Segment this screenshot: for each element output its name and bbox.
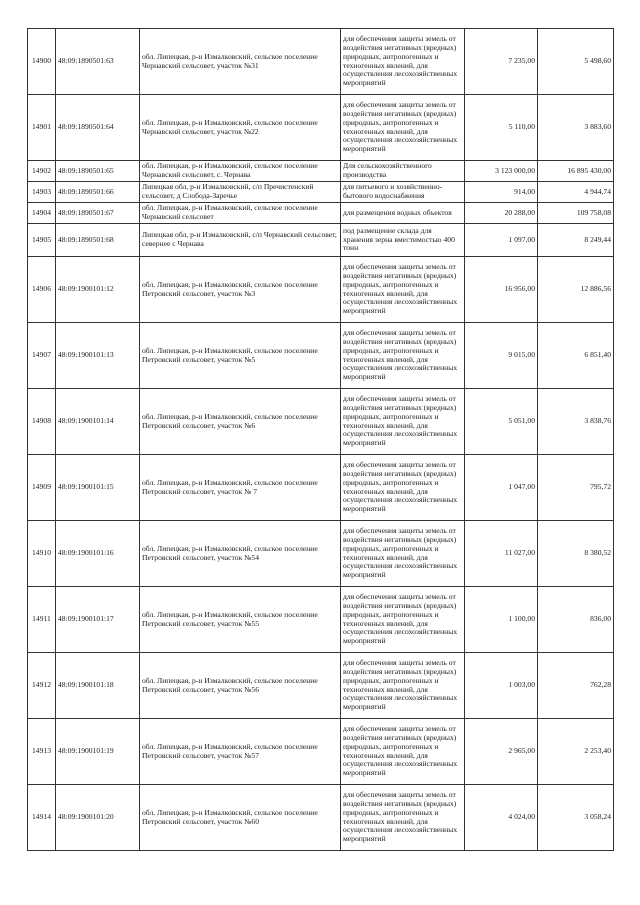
cadastral-number: 48:09:1900101:18	[56, 653, 140, 719]
row-number: 14910	[28, 521, 56, 587]
permitted-use: для обеспечения защиты земель от воздействия негативных (вредных) природных, антропогенных и техногенных явлений, для осуществления лесохозяйственных мероприятий	[341, 785, 465, 851]
row-number: 14904	[28, 203, 56, 224]
cadastral-number: 48:09:1900101:19	[56, 719, 140, 785]
cadastral-number: 48:09:1900101:17	[56, 587, 140, 653]
cadastral-value: 3 883,60	[538, 95, 614, 161]
plot-area: 9 015,00	[465, 323, 538, 389]
cadastral-value: 16 895 430,00	[538, 161, 614, 182]
cadastral-number: 48:09:1900101:13	[56, 323, 140, 389]
row-number: 14909	[28, 455, 56, 521]
cadastral-number: 48:09:1900101:12	[56, 257, 140, 323]
plot-address: обл. Липецкая, р-н Измалковский, сельское поселение Петровский сельсовет, участок №55	[140, 587, 341, 653]
cadastral-value: 8 249,44	[538, 224, 614, 257]
plot-area: 16 956,00	[465, 257, 538, 323]
table-row	[28, 203, 614, 224]
permitted-use: для обеспечения защиты земель от воздействия негативных (вредных) природных, антропогенных и техногенных явлений, для осуществления лесохозяйственных мероприятий	[341, 653, 465, 719]
cadastral-number: 48:09:1890501:66	[56, 182, 140, 203]
cadastral-number: 48:09:1890501:68	[56, 224, 140, 257]
plot-area: 914,00	[465, 182, 538, 203]
plot-address: Липецкая обл, р-н Измалковский, с/п Чернавский сельсовет, севернее с Чернава	[140, 224, 341, 257]
plot-address: обл. Липецкая, р-н Измалковский, сельское поселение Чернавский сельсовет, участок №22	[140, 95, 341, 161]
cadastral-number: 48:09:1900101:15	[56, 455, 140, 521]
plot-address: обл. Липецкая, р-н Измалковский, сельское поселение Петровский сельсовет, участок №60	[140, 785, 341, 851]
table-row	[28, 719, 614, 785]
permitted-use: для обеспечения защиты земель от воздействия негативных (вредных) природных, антропогенных и техногенных явлений, для осуществления лесохозяйственных мероприятий	[341, 323, 465, 389]
plot-area: 7 235,00	[465, 29, 538, 95]
plot-area: 1 097,00	[465, 224, 538, 257]
permitted-use: для обеспечения защиты земель от воздействия негативных (вредных) природных, антропогенных и техногенных явлений, для осуществления лесохозяйственных мероприятий	[341, 587, 465, 653]
permitted-use: для обеспечения защиты земель от воздействия негативных (вредных) природных, антропогенных и техногенных явлений, для осуществления лесохозяйственных мероприятий	[341, 257, 465, 323]
cadastral-value: 836,00	[538, 587, 614, 653]
plot-address: обл. Липецкая, р-н Измалковский, сельское поселение Петровский сельсовет, участок №6	[140, 389, 341, 455]
table-row	[28, 521, 614, 587]
table-row	[28, 323, 614, 389]
table-row	[28, 161, 614, 182]
cadastral-number: 48:09:1890501:63	[56, 29, 140, 95]
cadastral-value: 2 253,40	[538, 719, 614, 785]
permitted-use: для питьевого и хозяйственно-бытового водоснабжения	[341, 182, 465, 203]
plot-address: обл. Липецкая, р-н Измалковский, сельское поселение Петровский сельсовет, участок №3	[140, 257, 341, 323]
cadastral-number: 48:09:1900101:16	[56, 521, 140, 587]
table-row	[28, 389, 614, 455]
row-number: 14914	[28, 785, 56, 851]
cadastral-value: 8 380,52	[538, 521, 614, 587]
cadastral-value: 795,72	[538, 455, 614, 521]
cadastral-number: 48:09:1890501:67	[56, 203, 140, 224]
row-number: 14902	[28, 161, 56, 182]
cadastral-value: 3 838,76	[538, 389, 614, 455]
plot-address: обл. Липецкая, р-н Измалковский, сельское поселение Чернавский сельсовет	[140, 203, 341, 224]
table-row	[28, 653, 614, 719]
plot-area: 1 100,00	[465, 587, 538, 653]
plot-address: обл. Липецкая, р-н Измалковский, сельское поселение Петровский сельсовет, участок №57	[140, 719, 341, 785]
table-row	[28, 257, 614, 323]
plot-address: обл. Липецкая, р-н Измалковский, сельское поселение Петровский сельсовет, участок №5	[140, 323, 341, 389]
cadastral-value: 762,28	[538, 653, 614, 719]
plot-address: обл. Липецкая, р-н Измалковский, сельское поселение Чернавский сельсовет, участок №31	[140, 29, 341, 95]
table-row	[28, 455, 614, 521]
plot-address: Липецкая обл, р-н Измалковский, с/п Пречистенский сельсовет, д Слобода-Заречье	[140, 182, 341, 203]
row-number: 14903	[28, 182, 56, 203]
table-row	[28, 29, 614, 95]
row-number: 14907	[28, 323, 56, 389]
table-row	[28, 587, 614, 653]
row-number: 14911	[28, 587, 56, 653]
table-row	[28, 95, 614, 161]
cadastral-number: 48:09:1900101:20	[56, 785, 140, 851]
plot-area: 4 024,00	[465, 785, 538, 851]
row-number: 14901	[28, 95, 56, 161]
row-number: 14908	[28, 389, 56, 455]
cadastral-value: 5 498,60	[538, 29, 614, 95]
plot-area: 1 003,00	[465, 653, 538, 719]
plot-address: обл. Липецкая, р-н Измалковский, сельское поселение Петровский сельсовет, участок №56	[140, 653, 341, 719]
cadastral-number: 48:09:1890501:65	[56, 161, 140, 182]
permitted-use: для обеспечения защиты земель от воздействия негативных (вредных) природных, антропогенных и техногенных явлений, для осуществления лесохозяйственных мероприятий	[341, 95, 465, 161]
plot-area: 11 027,00	[465, 521, 538, 587]
land-plots-table	[27, 28, 614, 851]
cadastral-value: 4 944,74	[538, 182, 614, 203]
permitted-use: для обеспечения защиты земель от воздействия негативных (вредных) природных, антропогенных и техногенных явлений, для осуществления лесохозяйственных мероприятий	[341, 521, 465, 587]
permitted-use: для размещения водных объектов	[341, 203, 465, 224]
plot-area: 1 047,00	[465, 455, 538, 521]
table-row	[28, 224, 614, 257]
row-number: 14900	[28, 29, 56, 95]
plot-area: 3 123 000,00	[465, 161, 538, 182]
cadastral-value: 109 758,08	[538, 203, 614, 224]
cadastral-value: 12 886,56	[538, 257, 614, 323]
plot-address: обл. Липецкая, р-н Измалковский, сельское поселение Чернавский сельсовет, с. Чернава	[140, 161, 341, 182]
permitted-use: для обеспечения защиты земель от воздействия негативных (вредных) природных, антропогенных и техногенных явлений, для осуществления лесохозяйственных мероприятий	[341, 29, 465, 95]
plot-area: 20 288,00	[465, 203, 538, 224]
permitted-use: Для сельскохозяйственного производства	[341, 161, 465, 182]
cadastral-value: 3 058,24	[538, 785, 614, 851]
table-row	[28, 182, 614, 203]
plot-area: 5 110,00	[465, 95, 538, 161]
cadastral-number: 48:09:1900101:14	[56, 389, 140, 455]
table-row	[28, 785, 614, 851]
plot-address: обл. Липецкая, р-н Измалковский, сельское поселение Петровский сельсовет, участок № 7	[140, 455, 341, 521]
permitted-use: под размещение склада для хранения зерна вместимостью 400 тонн	[341, 224, 465, 257]
row-number: 14912	[28, 653, 56, 719]
row-number: 14913	[28, 719, 56, 785]
cadastral-number: 48:09:1890501:64	[56, 95, 140, 161]
plot-area: 2 965,00	[465, 719, 538, 785]
plot-area: 5 051,00	[465, 389, 538, 455]
permitted-use: для обеспечения защиты земель от воздействия негативных (вредных) природных, антропогенных и техногенных явлений, для осуществления лесохозяйственных мероприятий	[341, 389, 465, 455]
row-number: 14906	[28, 257, 56, 323]
row-number: 14905	[28, 224, 56, 257]
permitted-use: для обеспечения защиты земель от воздействия негативных (вредных) природных, антропогенных и техногенных явлений, для осуществления лесохозяйственных мероприятий	[341, 455, 465, 521]
plot-address: обл. Липецкая, р-н Измалковский, сельское поселение Петровский сельсовет, участок №54	[140, 521, 341, 587]
cadastral-value: 6 851,40	[538, 323, 614, 389]
permitted-use: для обеспечения защиты земель от воздействия негативных (вредных) природных, антропогенных и техногенных явлений, для осуществления лесохозяйственных мероприятий	[341, 719, 465, 785]
